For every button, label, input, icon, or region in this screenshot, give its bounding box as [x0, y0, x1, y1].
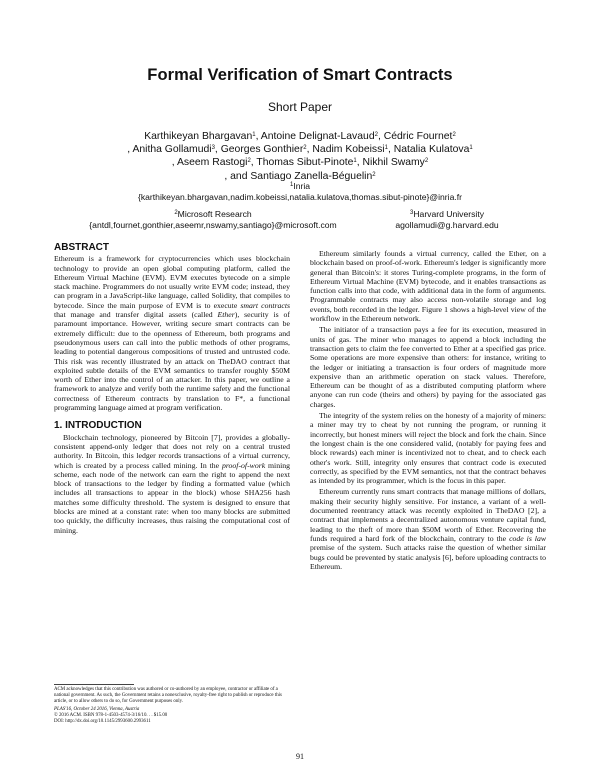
- doi-line: DOI: http://dx.doi.org/10.1145/2993600.2993611: [54, 719, 151, 725]
- author: Karthikeyan Bhargavan$^1$: [144, 131, 256, 142]
- author: , Nikhil Swamy$^2$: [356, 157, 429, 169]
- page-number: 91: [296, 752, 304, 761]
- affiliation-inria: $^1$Inria {karthikeyan.bhargavan,nadim.kobeissi,natalia.kulatova,thomas.sibut-pinote}@inria.fr: [90, 181, 510, 203]
- footnote-rule: [54, 684, 134, 685]
- venue-line: PLAS'16, October 24 2016, Vienna, Austria: [54, 707, 140, 713]
- author: , Natalia Kulatova$^1$: [387, 144, 473, 156]
- intro-paragraph: Ethereum currently runs smart contracts that manage millions of dollars, making their security highly sensitive. For instance, a variant of a well-documented reentrancy attack was recently exploited in TheDAO [2], a contract that implements a decentralized autonomous venture capital fund, leading to the theft of more than $50M worth of Ether. Recovering the funds required a hard fork of the blockchain, contrary to the code is law premise of the system. Such attacks raise the question of whether similar bugs could be prevented by static analysis [6], before uploading contracts to Ethereum.: [310, 487, 547, 571]
- intro-paragraph: Ethereum similarly founds a virtual currency, called the Ether, on a blockchain based on proof-of-work. Ethereum's ledger is significantly more general than Bitcoin's: it stores Turing-complete programs, in the form of Ethereum Virtual Machine (EVM) bytecode, and it enables transactions as function calls into that code, with additional data in the form of arguments. Programmable contracts may also access non-volatile storage and log events, both recorded in the ledger. Figure 1 shows a high-level view of the workflow in the Ethereum network.: [310, 249, 546, 324]
- left-column: [54, 243, 290, 535]
- author: , Cédric Fournet$^2$: [377, 131, 456, 142]
- author: , Nadim Kobeissi$^1$: [306, 144, 388, 156]
- copyright-line: © 2016 ACM. ISBN 978-1-4503-4574-3/16/10. . . $15.00: [54, 713, 168, 719]
- author-list: [60, 130, 540, 183]
- author: , Thomas Sibut-Pinote$^1$: [250, 157, 357, 169]
- author: , Antoine Delignat-Lavaud$^2$: [255, 131, 378, 142]
- author: , Anitha Gollamudi$^3$: [127, 144, 215, 156]
- affiliation-emails: agollamudi@g.harvard.edu: [395, 220, 499, 230]
- right-column: [310, 247, 546, 571]
- abstract-text: Ethereum is a framework for cryptocurrencies which uses blockchain technology to provide an open global computing platform, called the Ethereum Virtual Machine (EVM). EVM executes bytecode on a simple stack machine. Programmers do not usually write EVM code; instead, they can program in a JavaScript-like language, called Solidity, that compiles to bytecode. Since the main purpose of EVM is to execute smart contracts that manage and transfer digital assets (called Ether), security is of paramount importance. However, writing secure smart contracts can be extremely difficult: due to the openness of Ethereum, both programs and pseudonymous users can call into the public methods of other programs, leading to potential dangerous compositions of trusted and untrusted code. This risk was recently illustrated by an attack on TheDAO contract that exploited subtle details of the EVM semantics to transfer roughly $50M worth of Ether into the control of an attacker. In this paper, we outline a framework to analyze and verify both the runtime safety and the functional correctness of Ethereum contracts by translation to F*, a functional programming language aimed at program verification.: [54, 254, 290, 413]
- affiliation-microsoft: $^2$Microsoft Research {antdl,fournet,gonthier,aseemr,nswamy,santiago}@microsoft.com: [89, 209, 337, 230]
- abstract-heading: ABSTRACT: [54, 242, 109, 253]
- copyright-footnote: [54, 687, 290, 726]
- author: , and Santiago Zanella-Béguelin$^2$: [224, 170, 376, 182]
- author: , Aseem Rastogi$^2$: [171, 157, 251, 169]
- introduction-heading: 1. INTRODUCTION: [54, 420, 142, 432]
- affiliation-emails: {antdl,fournet,gonthier,aseemr,nswamy,santiago}@microsoft.com: [89, 220, 337, 230]
- intro-paragraph: Blockchain technology, pioneered by Bitcoin [7], provides a globally-consistent append-only ledger that does not rely on a central trusted authority. In Bitcoin, this ledger records transactions of a virtual currency, which is created by a process called mining. In the proof-of-work mining scheme, each node of the network can earn the right to append the next block of transactions to the ledger by finding a formatted value (which includes all transactions to appear in the block) whose SHA256 hash matches some difficulty threshold. The system is designed to ensure that blocks are mined at a constant rate: when too many blocks are submitted too quickly, the difficulty increases, thus raising the computational cost of mining.: [54, 432, 290, 535]
- paper-subtitle: Short Paper: [267, 100, 333, 114]
- acm-notice: ACM acknowledges that this contribution was authored or co-authored by an employee, contractor or affiliate of a national government. As such, the Government retains a nonexclusive, royalty-free right to publish or reproduce this article, or to allow others to do so, for Government purposes only.: [54, 687, 282, 705]
- affiliation-harvard: $^3$Harvard University agollamudi@g.harvard.edu: [372, 209, 522, 231]
- author: , Georges Gonthier$^2$: [214, 144, 307, 156]
- affiliation-emails: {karthikeyan.bhargavan,nadim.kobeissi,natalia.kulatova,thomas.sibut-pinote}@inria.fr: [137, 192, 462, 202]
- intro-paragraph: The integrity of the system relies on the honesty of a majority of miners: a miner may try to cheat by not running the program, or running it incorrectly, but honest miners will reject the block and fork the chain. Since the longest chain is the one considered valid, (notably for paying fees and block rewards) each miner is incentivized not to cheat, and to check each other's work. Still, integrity only ensures that contract code is executed correctly, as specified by the EVM semantics, not that the contract behaves as intended by its programmer, which is the focus in this paper.: [310, 411, 546, 486]
- paper-title: Formal Verification of Smart Contracts: [147, 66, 453, 84]
- intro-paragraph: The initiator of a transaction pays a fee for its execution, measured in units of gas. The miner who manages to append a block including the transaction gets to claim the fee converted to Ether at a specified gas price. Some operations are more expensive than others: for instance, writing to the ledger or initiating a transaction is four orders of magnitude more expensive than an arithmetic operation on stack values. Therefore, Ethereum can be thought of as a distributed computing platform where anyone can run code (theirs and others) by paying for the associated gas charges.: [310, 325, 546, 409]
